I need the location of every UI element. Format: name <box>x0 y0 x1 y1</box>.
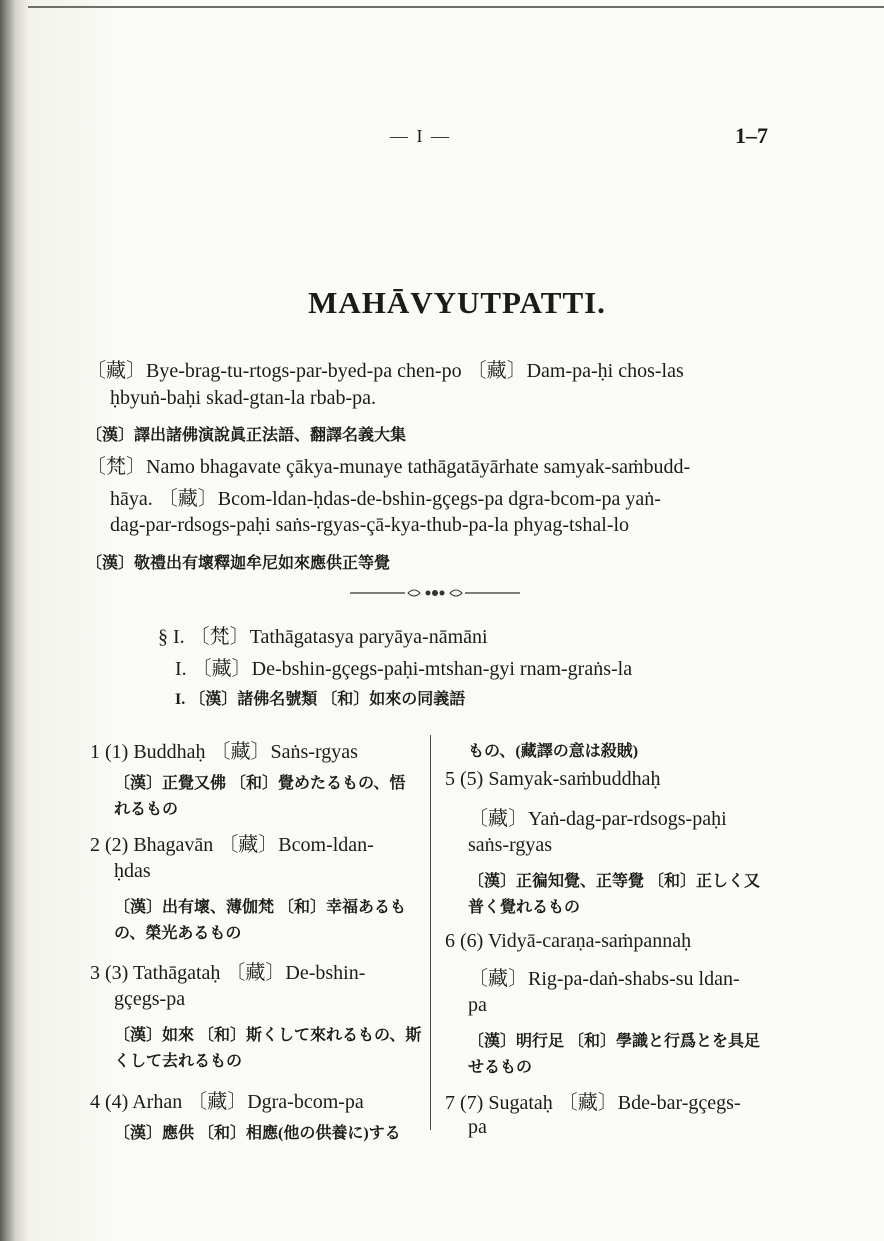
entry-line: 〔漢〕如來 〔和〕斯くして來れるもの、斯 <box>114 1027 422 1044</box>
entry-line: くして去れるもの <box>114 1053 243 1070</box>
entry-line: 2 (2) Bhagavān 〔藏〕Bcom-ldan- <box>90 834 374 856</box>
intro-line: ḥbyuṅ-baḥi skad-gtan-la rbab-pa. <box>110 387 377 409</box>
page-reference: 1–7 <box>735 123 768 148</box>
entry-line: 〔漢〕正覺又佛 〔和〕覺めたるもの、悟 <box>114 775 406 792</box>
chapter-mark: — I — <box>390 126 451 146</box>
entry-line: 〔漢〕正徧知覺、正等覺 〔和〕正しく又 <box>468 873 761 890</box>
entry-line: 7 (7) Sugataḥ 〔藏〕Bde-bar-gçegs- <box>445 1092 741 1114</box>
intro-line: hāya. 〔藏〕Bcom-ldan-ḥdas-de-bshin-gçegs-pa dgra-bcom-pa yaṅ- <box>110 488 661 510</box>
intro-line: 〔漢〕譯出諸佛演說眞正法語、翻譯名義大集 <box>86 427 407 444</box>
entry-line: 1 (1) Buddhaḥ 〔藏〕Saṅs-rgyas <box>90 741 358 763</box>
intro-line: dag-par-rdsogs-paḥi saṅs-rgyas-çā-kya-thub-pa-la phyag-tshal-lo <box>110 514 630 536</box>
entry-line: 〔藏〕Rig-pa-daṅ-shabs-su ldan- <box>468 968 740 990</box>
entry-line: saṅs-rgyas <box>468 834 553 856</box>
entry-line: pa <box>468 1116 487 1138</box>
entry-line: せるもの <box>468 1059 533 1076</box>
ornament-divider <box>350 586 520 600</box>
section-heading: I. 〔漢〕諸佛名號類 〔和〕如來の同義語 <box>175 691 466 708</box>
entry-line: 〔漢〕出有壞、薄伽梵 〔和〕幸福あるも <box>114 899 407 916</box>
top-border <box>28 6 884 8</box>
intro-line: 〔藏〕Bye-brag-tu-rtogs-par-byed-pa chen-po 〔藏〕Dam-pa-ḥi chos-las <box>86 360 684 382</box>
entry-line: もの、(藏譯の意は殺賊) <box>468 743 639 760</box>
section-heading: § I. 〔梵〕Tathāgatasya paryāya-nāmāni <box>158 626 488 648</box>
entry-line: の、榮光あるもの <box>114 925 242 942</box>
intro-line: 〔梵〕Namo bhagavate çākya-munaye tathāgatāyārhate samyak-saṁbudd- <box>86 456 691 478</box>
intro-line: 〔漢〕敬禮出有壞釋迦牟尼如來應供正等覺 <box>86 555 391 572</box>
entry-line: 〔漢〕明行足 〔和〕學識と行爲とを具足 <box>468 1033 761 1050</box>
page-title: MAHĀVYUTPATTI. <box>308 285 606 320</box>
entry-line: gçegs-pa <box>114 988 186 1010</box>
section-heading: I. 〔藏〕De-bshin-gçegs-paḥi-mtshan-gyi rnam-graṅs-la <box>175 658 633 680</box>
entry-line: 〔藏〕Yaṅ-dag-par-rdsogs-paḥi <box>468 808 727 830</box>
entry-line: pa <box>468 994 487 1016</box>
entry-line: ḥdas <box>114 860 151 882</box>
entry-line: 普く覺れるもの <box>468 899 581 916</box>
entry-line: 3 (3) Tathāgataḥ 〔藏〕De-bshin- <box>90 962 366 984</box>
column-divider <box>430 735 431 1130</box>
entry-line: 〔漢〕應供 〔和〕相應(他の供養に)する <box>114 1125 401 1142</box>
entry-line: 4 (4) Arhan 〔藏〕Dgra-bcom-pa <box>90 1091 364 1113</box>
entry-line: 6 (6) Vidyā-caraṇa-saṁpannaḥ <box>445 930 692 952</box>
entry-line: 5 (5) Samyak-saṁbuddhaḥ <box>445 768 661 790</box>
entry-line: れるもの <box>114 801 179 818</box>
